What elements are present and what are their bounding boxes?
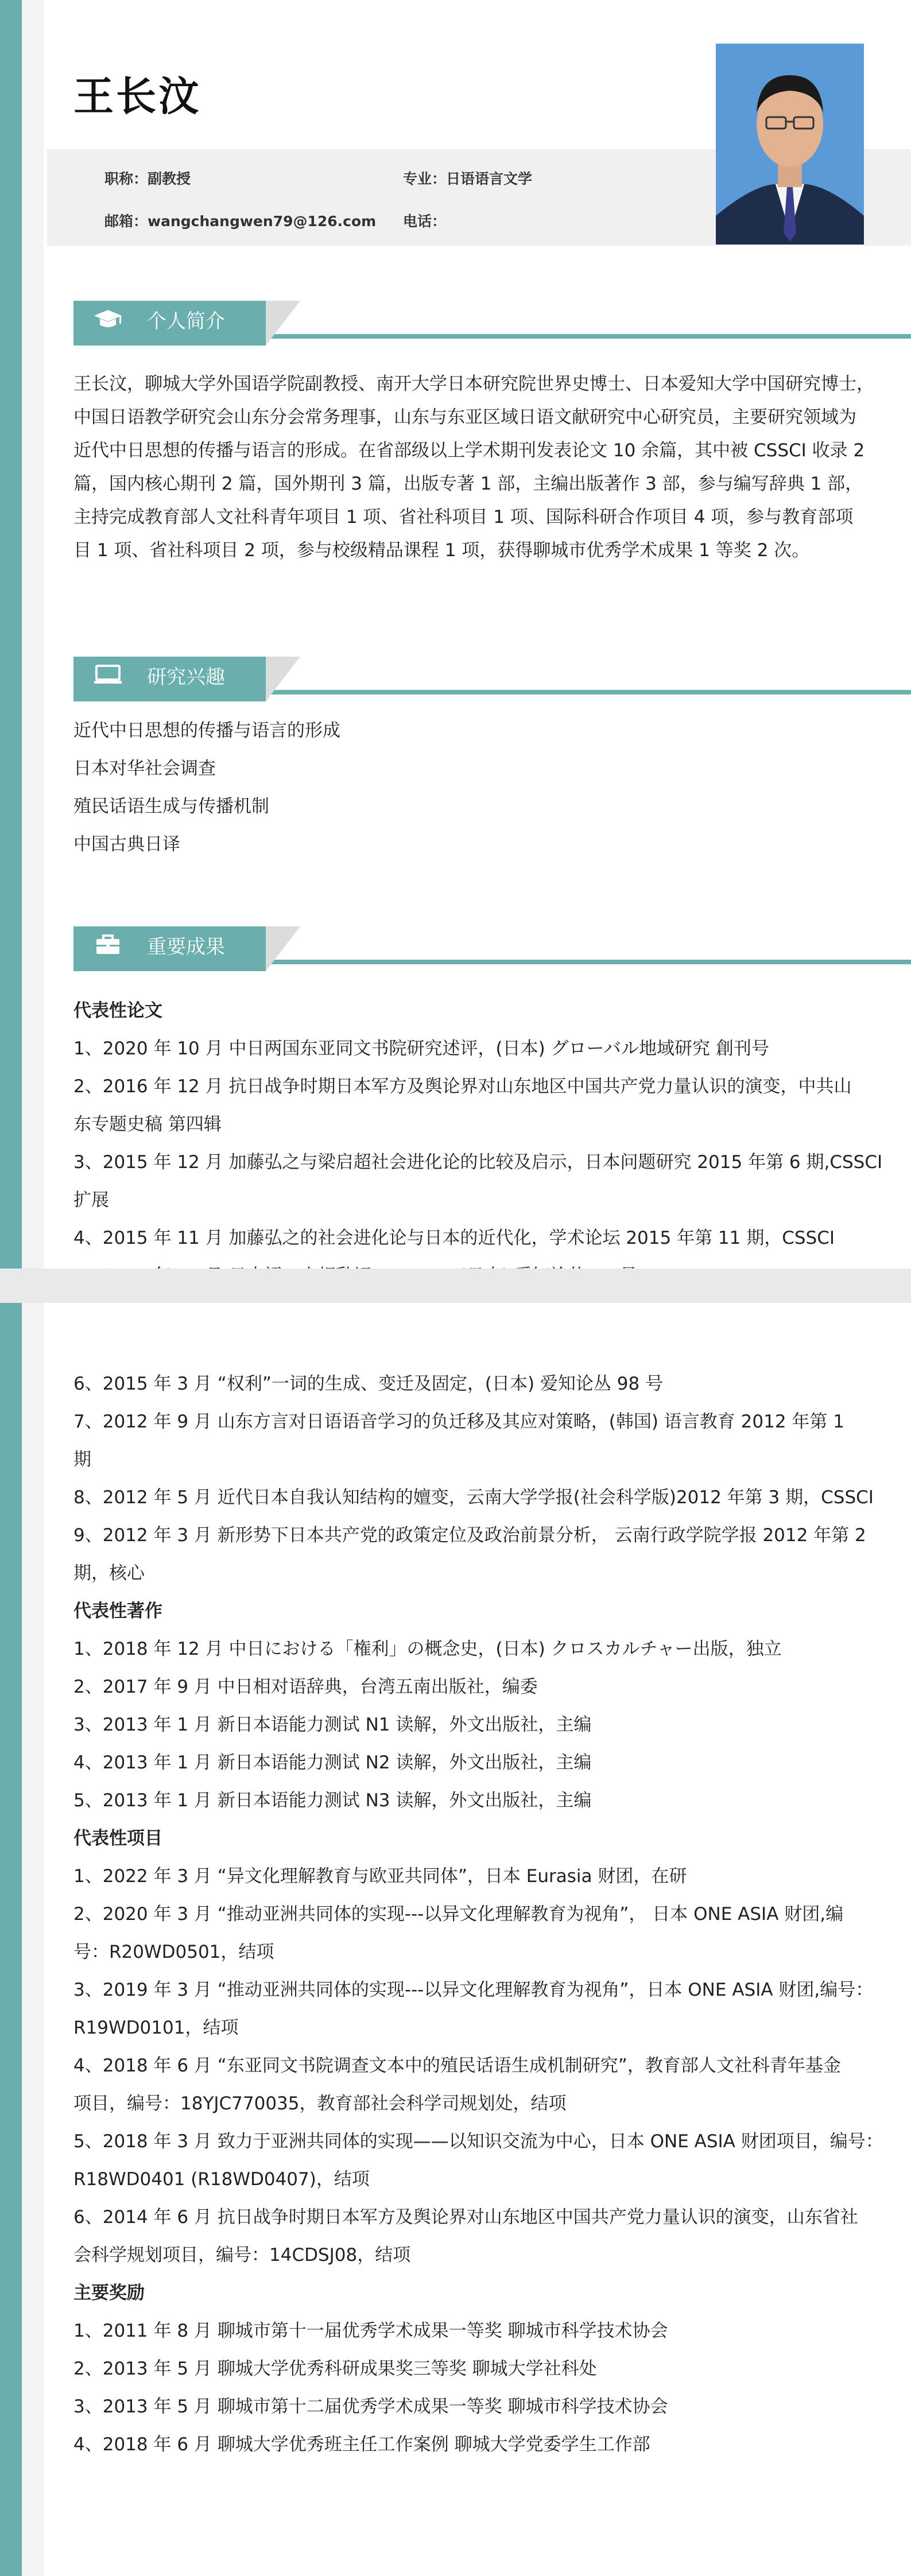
list-item: 7、2012 年 9 月 山东方言对日语语音学习的负迁移及其应对策略，(韩国) 语言教育 2012 年第 1 [73,1411,844,1432]
section-notch [266,926,300,971]
phone: 电话： [403,213,447,230]
list-item: 1、2020 年 10 月 中日两国东亚同文书院研究述评，(日本) グローバル地域研究 創刊号 [73,1038,769,1059]
subsection-heading: 主要奖励 [73,2283,145,2303]
subsection-heading: 代表性著作 [73,1601,162,1621]
page-gap [0,1268,911,1303]
list-item: 期，核心 [73,1563,145,1584]
section-header-profile [73,301,911,346]
list-item: 6、2014 年 6 月 抗日战争时期日本军方及舆论界对山东地区中国共产党力量认识的演变，山东省社 [73,2207,858,2228]
list-item: R18WD0401 (R18WD0407)，结项 [73,2169,370,2190]
section-notch [266,301,300,346]
list-item: 2、2017 年 9 月 中日相对语辞典，台湾五南出版社，编委 [73,1677,538,1697]
list-item: 1、2011 年 8 月 聊城市第十一届优秀学术成果一等奖 聊城市科学技术协会 [73,2321,668,2341]
achievements-list-part1 [73,992,883,1295]
list-item: 3、2019 年 3 月 “推动亚洲共同体的实现---以异文化理解教育为视角”，日本 ONE ASIA 财团,编号： [73,1980,874,2000]
person-name: 王长汶 [73,73,201,120]
job-title: 职称：副教授 [104,170,191,187]
profile-line: 中国日语教学研究会山东分会常务理事，山东与东亚区域日语文献研究中心研究员，主要研究领域为 [73,407,856,428]
list-item: 中国古典日译 [73,834,180,855]
list-item: 3、2013 年 1 月 新日本语能力测试 N1 读解，外文出版社，主编 [73,1714,592,1735]
resume-page-1 [0,0,911,1268]
list-item: 殖民话语生成与传播机制 [73,796,269,817]
list-item: 1、2018 年 12 月 中日における「権利」の概念史，(日本) クロスカルチャー出版，独立 [73,1639,782,1659]
list-item: 日本对华社会调查 [73,758,216,779]
profile-photo [716,44,864,245]
list-item: 5、2013 年 1 月 新日本语能力测试 N3 读解，外文出版社，主编 [73,1790,592,1811]
list-item: R19WD0101，结项 [73,2018,239,2038]
list-item: 2、2016 年 12 月 抗日战争时期日本军方及舆论界对山东地区中国共产党力量认识的演变，中共山 [73,1076,852,1097]
section-header-achievements [73,926,911,971]
monitor-icon [92,664,124,686]
section-header-interests [73,657,911,701]
section-title: 重要成果 [147,936,225,959]
list-item: 5、2018 年 3 月 致力于亚洲共同体的实现——以知识交流为中心，日本 ONE ASIA 财团项目，编号： [73,2131,883,2152]
major: 专业：日语语言文学 [403,170,533,187]
profile-text [73,367,883,567]
list-item: 8、2012 年 5 月 近代日本自我认知结构的嬗变，云南大学学报(社会科学版)2012 年第 3 期，CSSCI [73,1487,874,1508]
profile-line: 篇，国内核心期刊 2 篇，国外期刊 3 篇，出版专著 1 部，主编出版著作 3 部，参与编写辞典 1 部， [73,474,863,494]
subsection-heading: 代表性项目 [73,1828,162,1849]
achievements-list-part2 [73,1365,883,2464]
list-item: 会科学规划项目，编号：14CDSJ08，结项 [73,2245,411,2265]
sidebar-stripe [22,0,44,1268]
list-item: 6、2015 年 3 月 “权利”一词的生成、变迁及固定，(日本) 爱知论丛 98 号 [73,1374,664,1394]
briefcase-icon [92,933,124,956]
list-item: 2、2020 年 3 月 “推动亚洲共同体的实现---以异文化理解教育为视角”， 日本 ONE ASIA 财团,编 [73,1904,844,1925]
sidebar-accent-bar [0,1303,22,2576]
profile-line: 主持完成教育部人文社科青年项目 1 项、省社科项目 1 项、国际科研合作项目 4 项，参与教育部项 [73,507,854,527]
list-item: 东专题史稿 第四辑 [73,1114,222,1135]
list-item: 4、2018 年 6 月 聊城大学优秀班主任工作案例 聊城大学党委学生工作部 [73,2434,650,2455]
list-item: 9、2012 年 3 月 新形势下日本共产党的政策定位及政治前景分析， 云南行政学院学报 2012 年第 2 [73,1525,866,1546]
list-item: 期 [73,1449,91,1470]
graduation-cap-icon [92,308,124,331]
profile-line: 目 1 项、省社科项目 2 项，参与校级精品课程 1 项，获得聊城市优秀学术成果 1 等奖 2 次。 [73,540,810,561]
subsection-heading: 代表性论文 [73,1000,162,1021]
interests-list [73,712,883,863]
list-item: 3、2015 年 12 月 加藤弘之与梁启超社会进化论的比较及启示，日本问题研究 2015 年第 6 期,CSSCI [73,1152,883,1173]
list-item: 3、2013 年 5 月 聊城市第十二届优秀学术成果一等奖 聊城市科学技术协会 [73,2396,668,2417]
list-item: 扩展 [73,1190,109,1211]
section-title: 研究兴趣 [147,666,225,689]
sidebar-accent-bar [0,0,22,1268]
list-item: 1、2022 年 3 月 “异文化理解教育与欧亚共同体”，日本 Eurasia 财团，在研 [73,1866,687,1887]
list-item: 4、2018 年 6 月 “东亚同文书院调查文本中的殖民话语生成机制研究”，教育部人文社科青年基金 [73,2055,841,2076]
list-item: 号：R20WD0501，结项 [73,1942,274,1962]
section-title: 个人简介 [147,310,225,333]
section-notch [266,657,300,701]
list-item: 4、2015 年 11 月 加藤弘之的社会进化论与日本的近代化，学术论坛 2015 年第 11 期，CSSCI [73,1228,835,1248]
list-item: 近代中日思想的传播与语言的形成 [73,720,340,741]
profile-line: 近代中日思想的传播与语言的形成。在省部级以上学术期刊发表论文 10 余篇，其中被 CSSCI 收录 2 [73,440,865,461]
list-item: 4、2013 年 1 月 新日本语能力测试 N2 读解，外文出版社，主编 [73,1752,592,1773]
profile-line: 王长汶，聊城大学外国语学院副教授、南开大学日本研究院世界史博士、日本爱知大学中国研究博士， [73,374,874,394]
sidebar-stripe [22,1303,44,2576]
list-item: 项目，编号：18YJC770035，教育部社会科学司规划处，结项 [73,2093,567,2114]
list-item: 2、2013 年 5 月 聊城大学优秀科研成果奖三等奖 聊城大学社科处 [73,2358,597,2379]
email: 邮箱：wangchangwen79@126.com [104,213,377,230]
resume-page-2 [0,1303,911,2576]
